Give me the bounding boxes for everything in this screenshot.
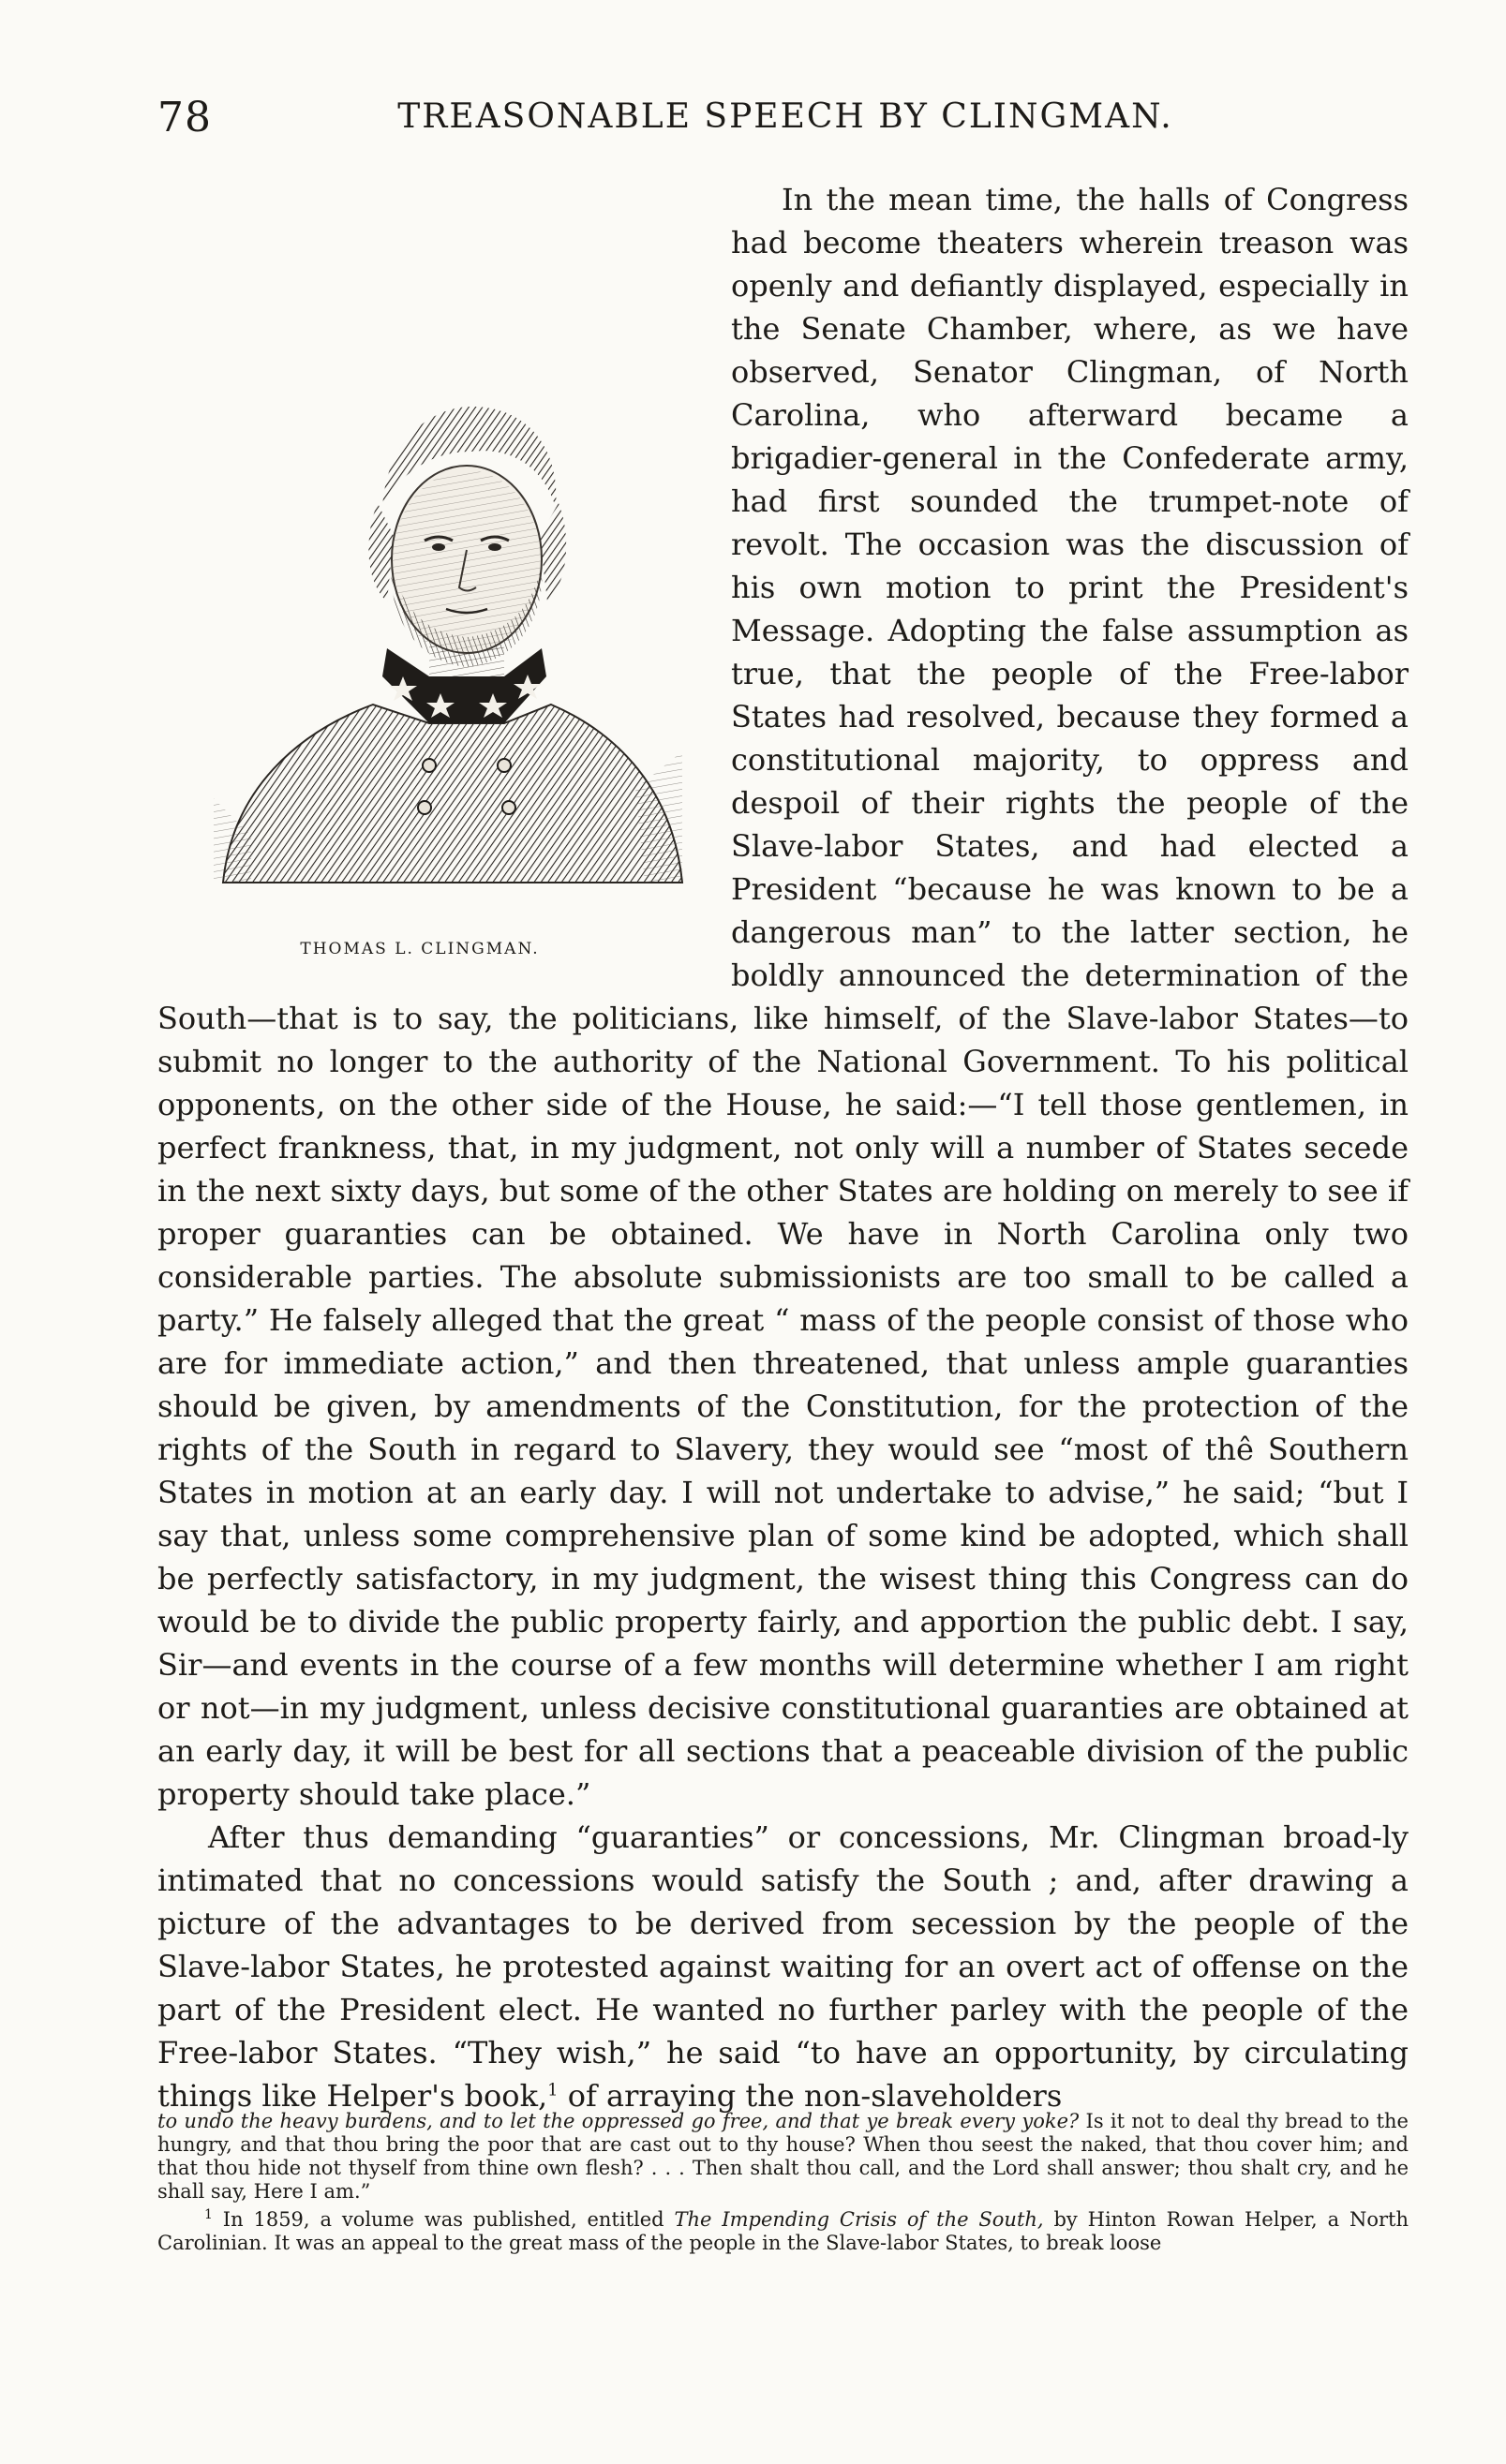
paragraph-2-tail: of arraying the non-slaveholders <box>558 2078 1063 2114</box>
footnote-1 <box>157 2204 1409 2255</box>
portrait-illustration <box>157 395 731 972</box>
portrait-caption: THOMAS L. CLINGMAN. <box>300 940 540 958</box>
footnote-1-book-title: The Impending Crisis of the South, <box>674 2208 1044 2231</box>
footnotes <box>157 2110 1409 2255</box>
clingman-engraving-image <box>195 395 701 906</box>
body-text <box>157 178 1409 2117</box>
paragraph-1: In the mean time, the halls of Congress had become theaters wherein treason was openly and defiantly displayed, especially in the Senate Chamber, where, as we have observed, Senator Clingman, of North Carolina, who afterward became a brigadier-general in the Confederate army, had first sounded the trumpet-note of revolt. The occasion was the discussion of his own motion to print the President's Message. Adopting the false assumption as true, that the people of the Free-labor States had resolved, because they formed a constitutional majority, to oppress and despoil of their rights the people of the Slave-labor States, and had elected a President “because he was known to be a dangerous man” to the latter section, he boldly announced the determination of the South—that is to say, the politicians, like himself, of the Slave-labor States—to submit no longer to the authority of the National Government. To his political opponents, on the other side of the House, he said:—“I tell those gentlemen, in perfect frankness, that, in my judgment, not only will a number of States secede in the next sixty days, but some of the other States are holding on merely to see if proper guaranties can be obtained. We have in North Carolina only two considerable parties. The absolute submissionists are too small to be called a party.” He falsely alleged that the great “ mass of the people consist of those who are for immediate action,” and then threatened, that unless ample guaranties should be given, by amendments of the Constitution, for the protection of the rights of the South in regard to Slavery, they would see “most of thê Southern States in motion at an early day. I will not undertake to advise,” he said; “but I say that, unless some comprehensive plan of some kind be adopted, which shall be perfectly satisfactory, in my judgment, the wisest thing this Congress can do would be to divide the public property fairly, and apportion the public debt. I say, Sir—and events in the course of a few months will determine whether I am right or not—in my judgment, unless decisive constitutional guaranties are obtained at an early day, it will be best for all sections that a peaceable division of the public property should take place.” <box>157 182 1409 1812</box>
footnote-1-text-a: In 1859, a volume was published, entitled <box>212 2208 675 2231</box>
paragraph-2 <box>157 1816 1409 2117</box>
footnote-1-marker: 1 <box>204 2207 213 2222</box>
footnote-continued <box>157 2110 1409 2204</box>
footnote-reference: 1 <box>547 2080 559 2100</box>
footnote-continued-italic: to undo the heavy burdens, and to let the oppressed go free, and that ye break every yoke? <box>157 2110 1080 2132</box>
paragraph-2-text: After thus demanding “guaranties” or concessions, Mr. Clingman broad-ly intimated that no concessions would satisfy the South ; and, after drawing a picture of the advantages to be derived from secession by the people of the Slave-labor States, he protested against waiting for an overt act of offense on the part of the President elect. He wanted no further parley with the people of the Free-labor States. “They wish,” he said “to have an opportunity, by circulating things like Helper's book, <box>157 1819 1409 2114</box>
footnote-1-text-b: by Hinton Rowan Helper, a North Carolinian. It was an appeal to the great mass of the people in the Slave-labor States, to break loose <box>157 2208 1409 2254</box>
page-header <box>157 94 1413 150</box>
page-number: 78 <box>157 94 212 141</box>
running-title: TREASONABLE SPEECH BY CLINGMAN. <box>397 97 1173 136</box>
footnote-continued-text: Is it not to deal thy bread to the hungry, and that thou bring the poor that are cast out to thy house? When thou seest the naked, that thou cover him; and that thou hide not thyself from thine own flesh? . . . Then shalt thou call, and the Lord shall answer; thou shalt cry, and he shall say, Here I am.” <box>157 2110 1409 2203</box>
